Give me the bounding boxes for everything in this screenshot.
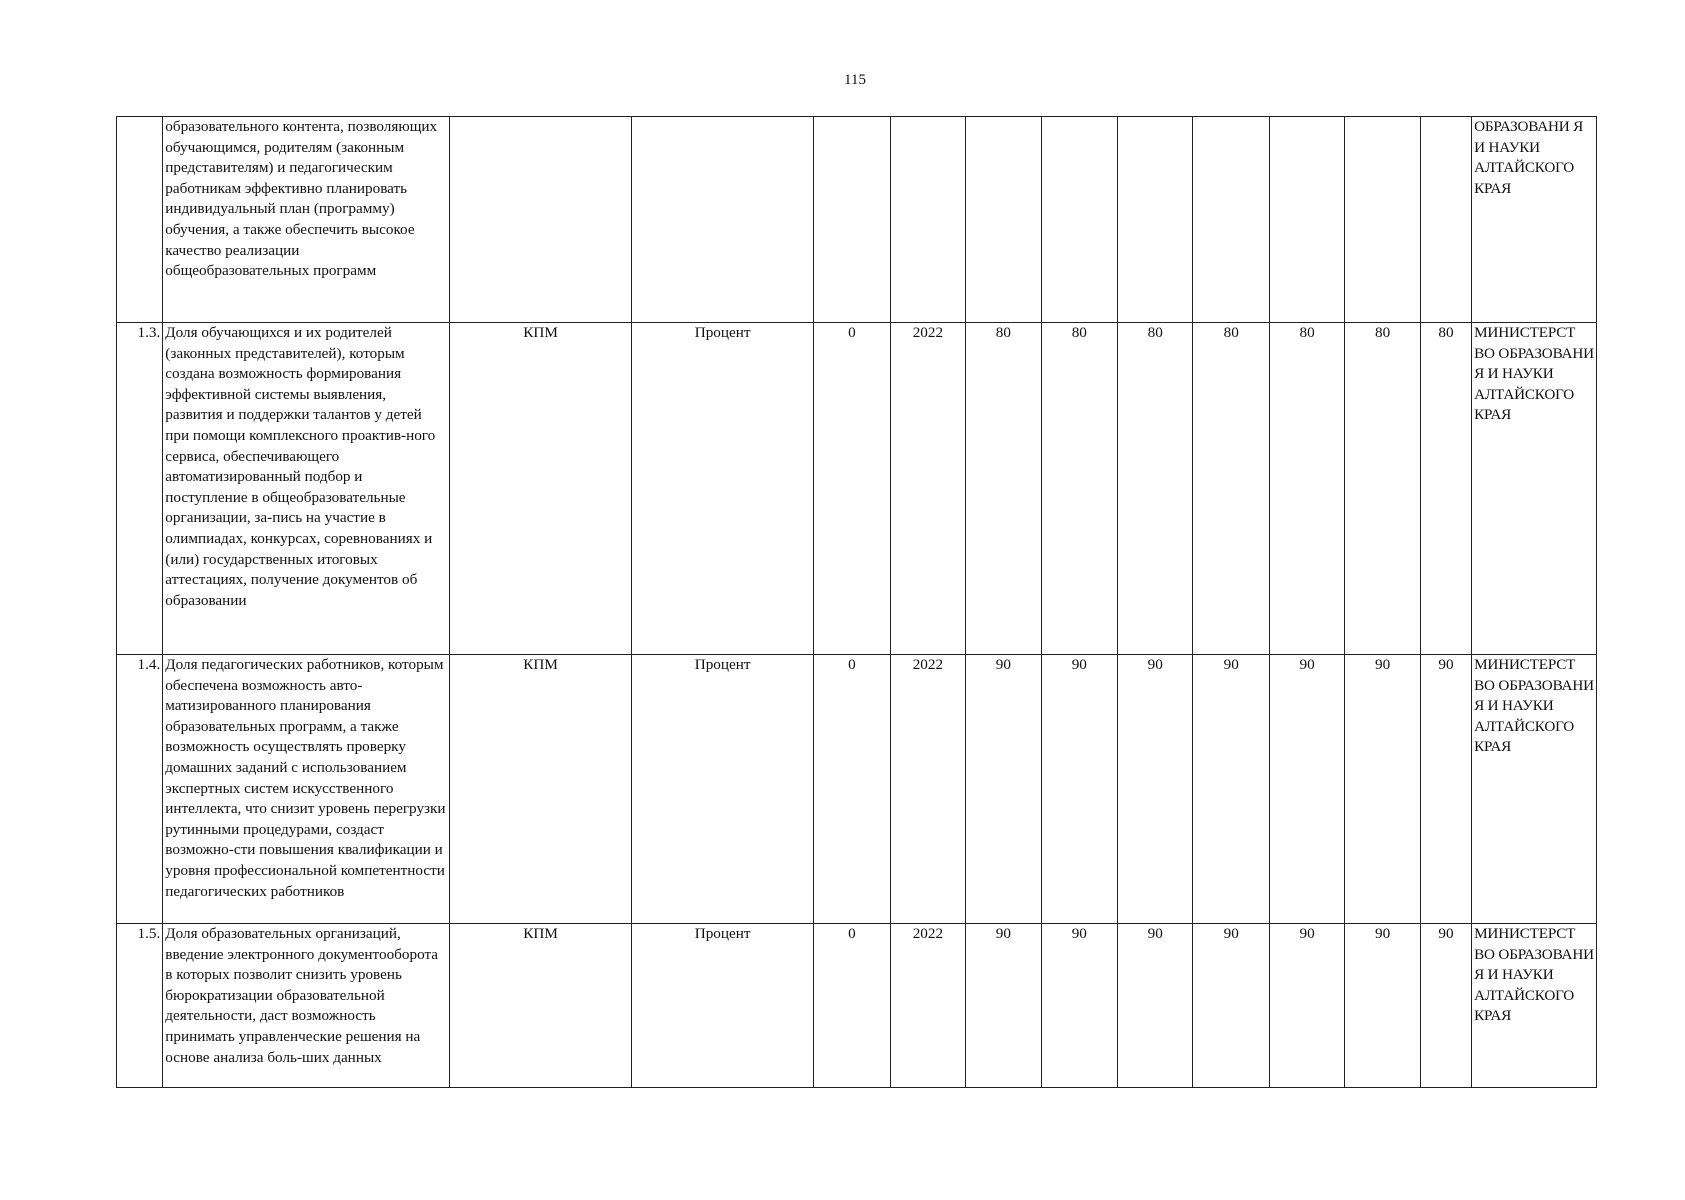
- year-value-cell: 90: [1041, 924, 1117, 1088]
- year-value-cell: 80: [1420, 323, 1471, 655]
- year-value-cell: 90: [966, 655, 1041, 924]
- base-year-cell: 2022: [890, 924, 965, 1088]
- year-value-cell: 90: [1345, 924, 1420, 1088]
- unit-cell: Процент: [632, 655, 814, 924]
- indicator-description-cell: Доля обучающихся и их родителей (законных представителей), которым создана возможность формирования эффективной системы выявления, развития и поддержки талантов у детей при помощи комплексного проактив-ного сервиса, обеспечивающего автоматизированный подбор и поступление в общеобразовательные организации, за-пись на участие в олимпиадах, конкурсах, соревнованиях и (или) государственных итоговых аттестациях, получение документов об образовании: [163, 323, 450, 655]
- responsible-cell: МИНИСТЕРСТ ВО ОБРАЗОВАНИ Я И НАУКИ АЛТАЙСКОГО КРАЯ: [1472, 655, 1597, 924]
- table-row: [117, 924, 1597, 1088]
- table-row: [117, 323, 1597, 655]
- year-value-cell: [966, 117, 1041, 323]
- page-number: 115: [844, 72, 866, 88]
- year-value-cell: 90: [1118, 924, 1193, 1088]
- year-value-cell: [1041, 117, 1117, 323]
- year-value-cell: 80: [1345, 323, 1420, 655]
- year-value-cell: 80: [1041, 323, 1117, 655]
- year-value-cell: 90: [1193, 655, 1269, 924]
- unit-cell: [632, 117, 814, 323]
- row-number-cell: [117, 117, 163, 323]
- responsible-cell: МИНИСТЕРСТ ВО ОБРАЗОВАНИ Я И НАУКИ АЛТАЙСКОГО КРАЯ: [1472, 323, 1597, 655]
- indicator-description-cell: Доля образовательных организаций, введение электронного документооборота в которых позволит снизить уровень бюрократизации образовательной деятельности, даст возможность принимать управленческие решения на основе анализа боль-ших данных: [163, 924, 450, 1088]
- level-cell: КПМ: [450, 924, 632, 1088]
- indicator-description-cell: Доля педагогических работников, которым обеспечена возможность авто-матизированного планирования образовательных программ, а также возможность осуществлять проверку домашних заданий с использованием экспертных систем искусственного интеллекта, что снизит уровень перегрузки рутинными процедурами, создаст возможно-сти повышения квалификации и уровня профессиональной компетентности педагогических работников: [163, 655, 450, 924]
- base-value-cell: 0: [814, 924, 890, 1088]
- unit-cell: Процент: [632, 924, 814, 1088]
- base-value-cell: 0: [814, 323, 890, 655]
- unit-cell: Процент: [632, 323, 814, 655]
- base-value-cell: [814, 117, 890, 323]
- row-number-cell: 1.4.: [117, 655, 163, 924]
- year-value-cell: 90: [1118, 655, 1193, 924]
- year-value-cell: [1345, 117, 1420, 323]
- year-value-cell: [1193, 117, 1269, 323]
- year-value-cell: 80: [1269, 323, 1344, 655]
- base-year-cell: [890, 117, 965, 323]
- indicators-table: [116, 116, 1597, 1088]
- table-row: [117, 117, 1597, 323]
- row-number-cell: 1.5.: [117, 924, 163, 1088]
- row-number-cell: 1.3.: [117, 323, 163, 655]
- year-value-cell: [1269, 117, 1344, 323]
- table-row: [117, 655, 1597, 924]
- responsible-cell: ОБРАЗОВАНИ Я И НАУКИ АЛТАЙСКОГО КРАЯ: [1472, 117, 1597, 323]
- year-value-cell: [1118, 117, 1193, 323]
- level-cell: КПМ: [450, 655, 632, 924]
- year-value-cell: 90: [1041, 655, 1117, 924]
- year-value-cell: 90: [1420, 655, 1471, 924]
- year-value-cell: 90: [1193, 924, 1269, 1088]
- year-value-cell: [1420, 117, 1471, 323]
- year-value-cell: 80: [1118, 323, 1193, 655]
- year-value-cell: 90: [1269, 924, 1344, 1088]
- year-value-cell: 90: [1345, 655, 1420, 924]
- base-year-cell: 2022: [890, 655, 965, 924]
- year-value-cell: 90: [1420, 924, 1471, 1088]
- base-year-cell: 2022: [890, 323, 965, 655]
- year-value-cell: 90: [966, 924, 1041, 1088]
- year-value-cell: 90: [1269, 655, 1344, 924]
- level-cell: КПМ: [450, 323, 632, 655]
- year-value-cell: 80: [1193, 323, 1269, 655]
- indicator-description-cell: образовательного контента, позволяющих обучающимся, родителям (законным представителям) и педагогическим работникам эффективно планировать индивидуальный план (программу) обучения, а также обеспечить высокое качество реализации общеобразовательных программ: [163, 117, 450, 323]
- level-cell: [450, 117, 632, 323]
- base-value-cell: 0: [814, 655, 890, 924]
- year-value-cell: 80: [966, 323, 1041, 655]
- responsible-cell: МИНИСТЕРСТ ВО ОБРАЗОВАНИ Я И НАУКИ АЛТАЙСКОГО КРАЯ: [1472, 924, 1597, 1088]
